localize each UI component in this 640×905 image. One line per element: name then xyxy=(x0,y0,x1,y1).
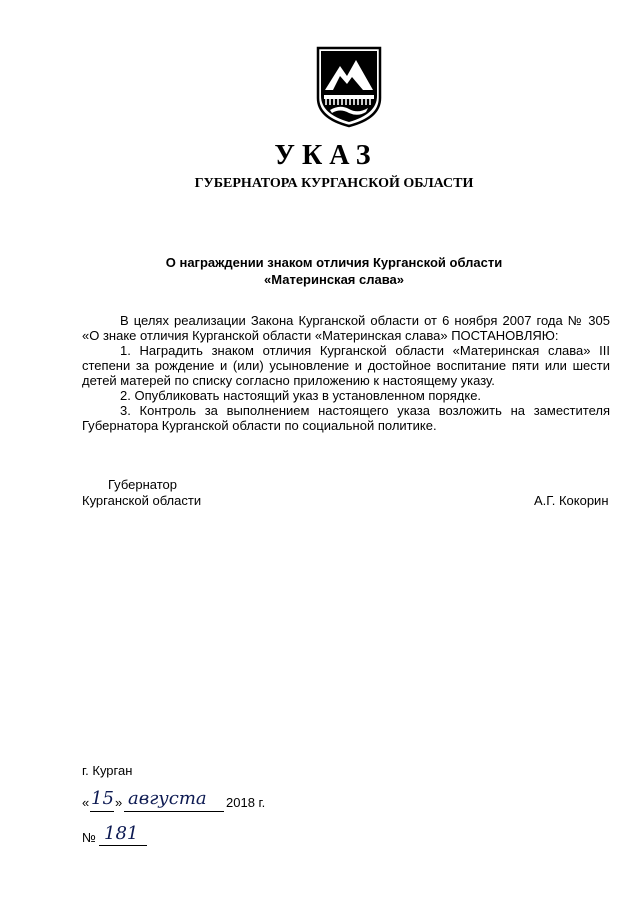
number-underline xyxy=(99,845,147,846)
paragraph-item-3: 3. Контроль за выполнением настоящего указа возложить на заместителя Губернатора Курганской области по социальной политике. xyxy=(82,403,610,433)
signing-date xyxy=(82,790,282,814)
number-label: № xyxy=(82,830,96,845)
signatory-role-line-1: Губернатор xyxy=(108,477,177,492)
decree-heading-line-1: О награждении знаком отличия Курганской области xyxy=(165,255,503,270)
date-month-handwritten: августа xyxy=(128,788,207,809)
decree-number xyxy=(82,824,202,848)
signatory-name: А.Г. Кокорин xyxy=(534,493,609,508)
paragraph-item-2: 2. Опубликовать настоящий указ в установленном порядке. xyxy=(120,388,482,403)
kurgan-coat-of-arms-emblem xyxy=(316,46,382,128)
date-month-underline xyxy=(124,811,224,812)
place-of-signing: г. Курган xyxy=(82,763,133,778)
decree-heading xyxy=(0,254,640,288)
paragraph-item-1: 1. Наградить знаком отличия Курганской области «Материнская слава» III степени за рождение и (или) усыновление и достойное воспитание пяти или шести детей матерей по списку согласно приложению к настоящему указу. xyxy=(82,343,610,388)
decree-heading-line-2: «Материнская слава» xyxy=(264,272,404,287)
paragraph-preamble: В целях реализации Закона Курганской области от 6 ноября 2007 года № 305 «О знаке отличия Курганской области «Материнская слава» ПОСТАНОВЛЯЮ: xyxy=(82,313,610,343)
signatory-role xyxy=(82,477,201,509)
date-open-quote: « xyxy=(82,795,90,810)
document-title: УКАЗ xyxy=(274,140,378,171)
decree-body xyxy=(82,313,610,433)
date-day-underline xyxy=(90,811,114,812)
signatory-role-line-2: Курганской области xyxy=(82,493,202,508)
date-day-handwritten: 15 xyxy=(91,788,114,809)
number-value-handwritten: 181 xyxy=(104,823,139,844)
date-close-quote: » xyxy=(115,795,123,810)
date-year: 2018 г. xyxy=(226,795,266,810)
document-issuer: ГУБЕРНАТОРА КУРГАНСКОЙ ОБЛАСТИ xyxy=(194,176,474,191)
